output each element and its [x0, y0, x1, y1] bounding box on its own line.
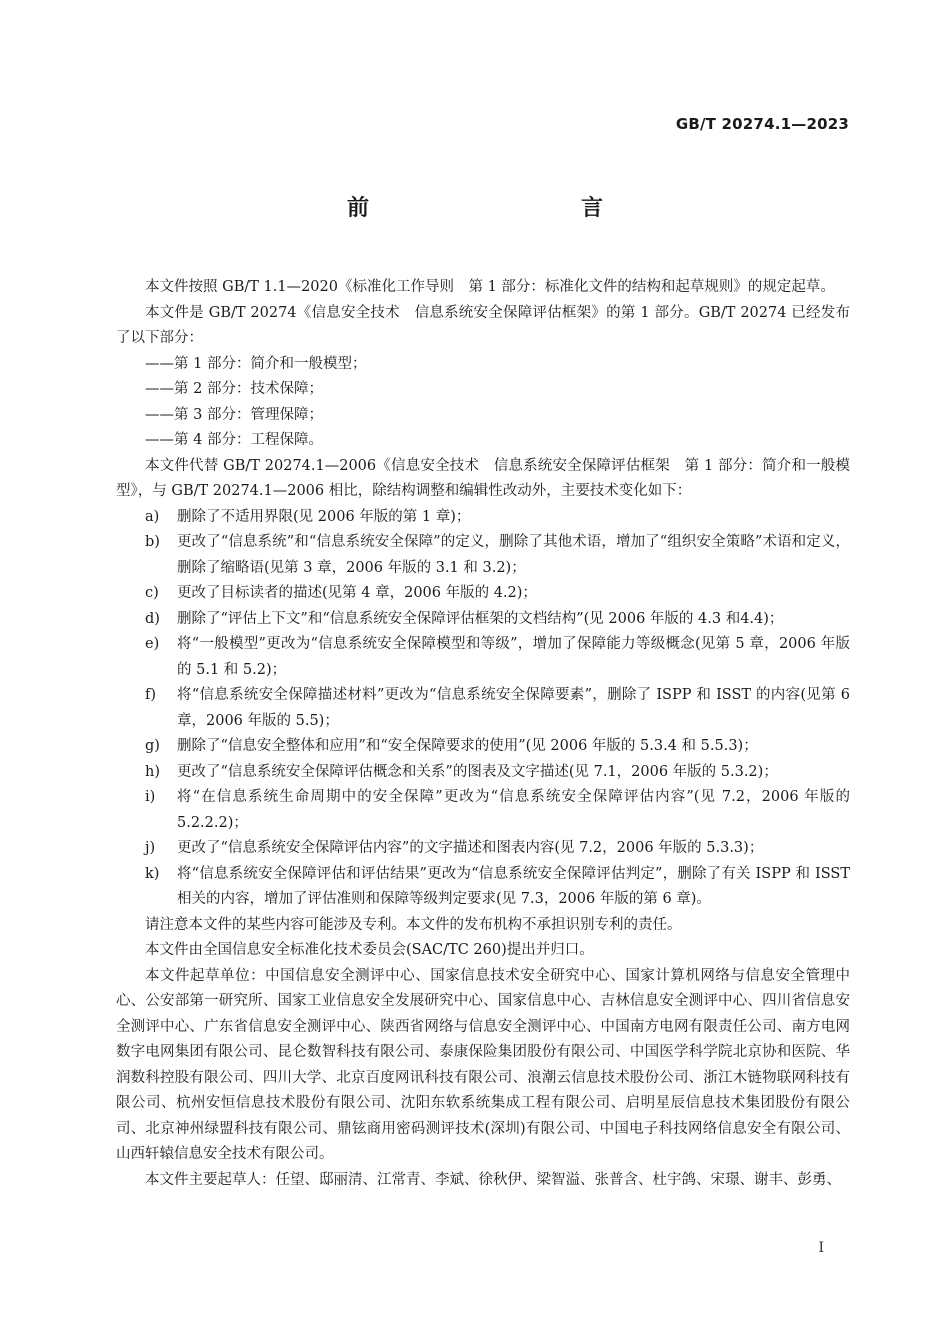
- page-title: 前 言: [346, 196, 659, 221]
- change-text: 将“一般模型”更改为“信息系统安全保障模型和等级”，增加了保障能力等级概念(见第 5 章，2006 年版的 5.1 和 5.2)；: [177, 636, 850, 678]
- change-marker: d): [145, 610, 160, 627]
- change-marker: g): [145, 738, 160, 754]
- parts-list-item: ——第 3 部分：管理保障；: [145, 406, 323, 423]
- change-marker: a): [145, 508, 160, 525]
- parts-list-item: ——第 2 部分：技术保障；: [145, 381, 323, 397]
- change-marker: h): [145, 763, 160, 780]
- change-item: [116, 632, 850, 683]
- change-text: 删除了不适用界限(见 2006 年版的第 1 章)；: [177, 508, 471, 525]
- change-text: 更改了“信息系统安全保障评估概念和关系”的图表及文字描述(见 7.1，2006 年版的 5.3.2)；: [177, 763, 778, 780]
- paragraph-patent-notice: 请注意本文件的某些内容可能涉及专利。本文件的发布机构不承担识别专利的责任。: [145, 916, 682, 933]
- change-item: [116, 683, 850, 734]
- change-text: 将“在信息系统生命周期中的安全保障”更改为“信息系统安全保障评估内容”(见 7.2，2006 年版的 5.2.2.2)；: [177, 789, 850, 831]
- change-item: [116, 607, 850, 633]
- change-marker: f): [145, 687, 157, 703]
- paragraph-replacement: 本文件代替 GB/T 20274.1—2006《信息安全技术 信息系统安全保障评估框架 第 1 部分：简介和一般模型》，与 GB/T 20274.1—2006 相比，除结构调整和编辑性改动外，主要技术变化如下：: [116, 457, 850, 499]
- change-text: 更改了“信息系统”和“信息系统安全保障”的定义，删除了其他术语，增加了“组织安全策略”术语和定义，删除了缩略语(见第 3 章，2006 年版的 3.1 和 3.2)；: [177, 534, 850, 576]
- change-text: 更改了目标读者的描述(见第 4 章，2006 年版的 4.2)；: [177, 585, 537, 601]
- change-marker: c): [145, 585, 159, 601]
- change-item: [116, 734, 850, 760]
- paragraph-drafting-rules: 本文件按照 GB/T 1.1—2020《标准化工作导则 第 1 部分：标准化文件的结构和起草规则》的规定起草。: [145, 279, 835, 295]
- paragraph-committee: 本文件由全国信息安全标准化技术委员会(SAC/TC 260)提出并归口。: [145, 942, 594, 958]
- change-marker: k): [145, 865, 160, 882]
- change-text: 删除了“评估上下文”和“信息系统安全保障评估框架的文档结构”(见 2006 年版的 4.3 和4.4)；: [177, 610, 784, 627]
- change-item: [116, 760, 850, 786]
- foreword-body: [116, 275, 850, 1193]
- parts-list-item: ——第 1 部分：简介和一般模型；: [145, 355, 367, 372]
- standard-number: GB/T 20274.1—2023: [675, 115, 849, 133]
- change-item: [116, 530, 850, 581]
- change-text: 更改了“信息系统安全保障评估内容”的文字描述和图表内容(见 7.2，2006 年版的 5.3.3)；: [177, 840, 764, 856]
- page-number: I: [818, 1240, 824, 1256]
- change-marker: e): [145, 636, 160, 652]
- change-item: [116, 505, 850, 531]
- change-item: [116, 836, 850, 862]
- change-marker: j): [145, 840, 156, 856]
- paragraph-drafters: 本文件主要起草人：任望、邸丽清、江常青、李斌、徐秋伊、梁智溢、张普含、杜宇鸽、宋璟、谢丰、彭勇、: [145, 1171, 841, 1188]
- paragraph-drafting-units: 本文件起草单位：中国信息安全测评中心、国家信息技术安全研究中心、国家计算机网络与信息安全管理中心、公安部第一研究所、国家工业信息安全发展研究中心、国家信息中心、吉林信息安全测评中心、四川省信息安全测评中心、广东省信息安全测评中心、陕西省网络与信息安全测评中心、中国南方电网有限责任公司、南方电网数字电网集团有限公司、昆仑数智科技有限公司、泰康保险集团股份有限公司、中国医学科学院北京协和医院、华润数科控股有限公司、四川大学、北京百度网讯科技有限公司、浪潮云信息技术股份公司、浙江木链物联网科技有限公司、杭州安恒信息技术股份有限公司、沈阳东软系统集成工程有限公司、启明星辰信息技术集团股份有限公司、北京神州绿盟科技有限公司、鼎铉商用密码测评技术(深圳)有限公司、中国电子科技网络信息安全有限公司、山西轩辕信息安全技术有限公司。: [116, 967, 850, 1162]
- change-text: 删除了“信息安全整体和应用”和“安全保障要求的使用”(见 2006 年版的 5.3.4 和 5.5.3)；: [177, 738, 758, 754]
- change-marker: i): [145, 789, 156, 805]
- change-item: [116, 785, 850, 836]
- change-item: [116, 581, 850, 607]
- change-marker: b): [145, 534, 160, 550]
- paragraph-series-intro: 本文件是 GB/T 20274《信息安全技术 信息系统安全保障评估框架》的第 1 部分。GB/T 20274 已经发布了以下部分：: [116, 304, 850, 346]
- change-text: 将“信息系统安全保障描述材料”更改为“信息系统安全保障要素”，删除了 ISPP 和 ISST 的内容(见第 6 章，2006 年版的 5.5)；: [177, 687, 850, 729]
- change-item: [116, 862, 850, 913]
- change-text: 将“信息系统安全保障评估和评估结果”更改为“信息系统安全保障评估判定”，删除了有关 ISPP 和 ISST 相关的内容，增加了评估准则和保障等级判定要求(见 7.3，2006 年版的第 6 章)。: [177, 865, 850, 907]
- parts-list-item: ——第 4 部分：工程保障。: [145, 432, 323, 448]
